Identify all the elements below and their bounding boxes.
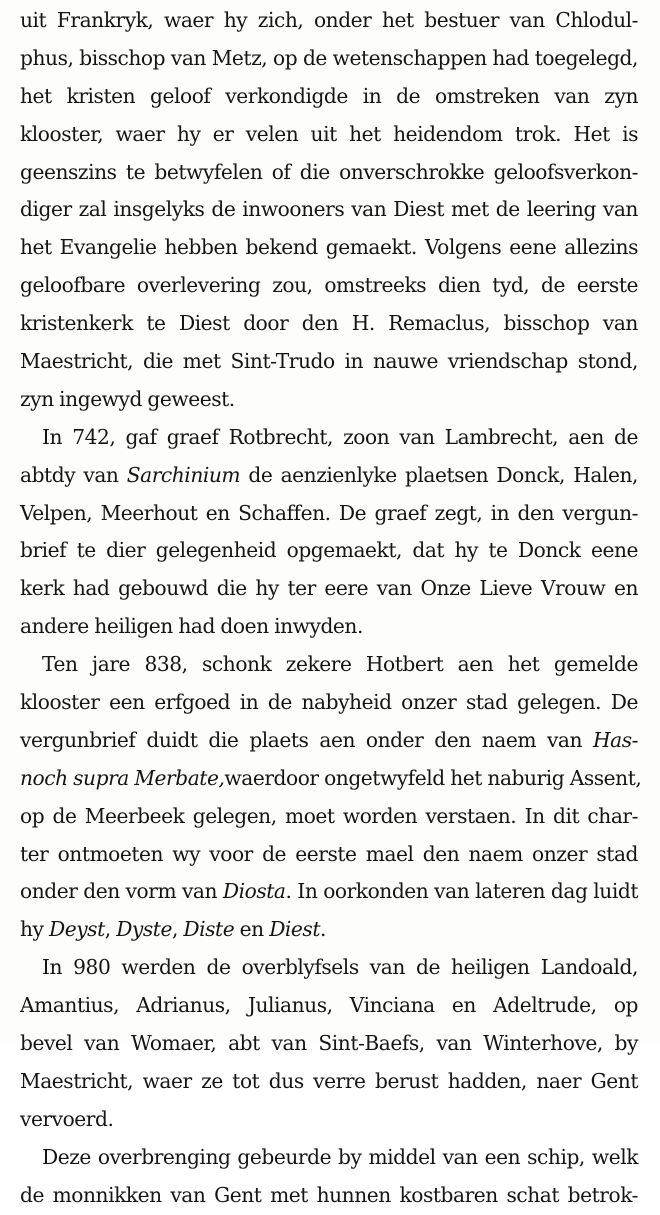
- text-run: klooster, waer hy er velen uit het heidendom trok. Het is: [20, 121, 638, 146]
- text-run: klooster een erfgoed in de nabyheid onzer stad gelegen. De: [20, 690, 638, 715]
- paragraph: [20, 419, 640, 646]
- text-run: Maestricht, waer ze tot dus verre berust hadden, naer Gent: [20, 1068, 638, 1093]
- text-run: ter ontmoeten wy voor de eerste mael den naem onzer stad: [20, 841, 638, 866]
- text-line: [20, 532, 638, 570]
- text-run: uit Frankryk, waer hy zich, onder het bestuer van Chlodul-: [20, 8, 638, 32]
- text-line: [20, 684, 638, 722]
- text-line: [20, 267, 638, 305]
- italic-text: Diest: [269, 917, 320, 942]
- italic-text: Deyst: [48, 917, 105, 942]
- italic-text: Diste: [183, 917, 235, 942]
- text-line: [20, 1101, 638, 1139]
- text-line: [20, 570, 638, 608]
- text-run: In 742, gaf graef Rotbrecht, zoon van Lambrecht, aen de: [42, 424, 638, 449]
- text-line: [20, 154, 638, 192]
- text-line: [20, 419, 638, 457]
- text-line: [20, 343, 638, 381]
- text-line: [20, 760, 642, 798]
- text-run: ,: [171, 917, 184, 942]
- text-line: [20, 229, 638, 267]
- text-run: .: [320, 917, 326, 942]
- italic-text: Has-: [592, 727, 638, 752]
- text-run: hy: [20, 917, 49, 942]
- text-run: op de Meerbeek gelegen, moet worden verstaen. In dit char-: [20, 803, 638, 828]
- text-run: In 980 werden de overblyfsels van de heiligen Landoald,: [42, 955, 638, 980]
- text-line: [20, 116, 638, 154]
- text-run: abtdy van: [20, 462, 127, 487]
- text-line: [20, 873, 638, 911]
- text-line: [20, 608, 638, 646]
- text-run: bevel van Womaer, abt van Sint-Baefs, van Winterhove, by: [20, 1031, 638, 1056]
- text-line: [20, 457, 638, 495]
- paragraph: [20, 2, 640, 419]
- text-run: waerdoor ongetwyfeld het naburig Assent,: [224, 765, 642, 790]
- text-run: Amantius, Adrianus, Julianus, Vinciana en Adeltrude, op: [20, 993, 638, 1018]
- italic-text: Dyste: [116, 917, 172, 942]
- text-line: [20, 1063, 638, 1101]
- text-line: [20, 305, 638, 343]
- italic-text: Diosta: [222, 879, 286, 904]
- text-run: ,: [104, 917, 117, 942]
- text-line: [20, 381, 638, 419]
- paragraph: [20, 646, 640, 949]
- text-run: de aenzienlyke plaetsen Donck, Halen,: [240, 462, 638, 487]
- text-run: brief te dier gelegenheid opgemaekt, dat hy te Donck eene: [20, 538, 638, 563]
- text-run: geenszins te betwyfelen of die onverschrokke geloofsverkon-: [20, 159, 638, 184]
- text-line: [20, 949, 638, 987]
- text-line: [20, 646, 638, 684]
- text-run: phus, bisschop van Metz, op de wetenschappen had toegelegd,: [20, 45, 638, 70]
- text-line: [20, 1025, 638, 1063]
- text-line: [20, 2, 638, 40]
- italic-text: noch supra Merbate,: [20, 765, 225, 790]
- text-run: andere heiligen had doen inwyden.: [20, 614, 363, 639]
- text-run: kerk had gebouwd die hy ter eere van Onze Lieve Vrouw en: [20, 576, 638, 601]
- text-line: [20, 987, 638, 1025]
- paragraph: [20, 1139, 640, 1215]
- text-run: en: [234, 917, 270, 942]
- text-run: Velpen, Meerhout en Schaffen. De graef zegt, in den vergun-: [20, 500, 638, 525]
- text-line: [20, 1177, 638, 1215]
- italic-text: Sarchinium: [126, 462, 241, 487]
- text-run: vergunbrief duidt die plaets aen onder den naem van: [20, 727, 593, 752]
- text-run: . In oorkonden van lateren dag luidt: [285, 879, 638, 904]
- text-line: [20, 78, 638, 116]
- paragraph: [20, 949, 640, 1138]
- text-line: [20, 911, 638, 949]
- text-run: de monnikken van Gent met hunnen kostbaren schat betrok-: [20, 1182, 638, 1207]
- text-line: [20, 191, 638, 229]
- text-line: [20, 722, 638, 760]
- text-run: diger zal insgelyks de inwooners van Diest met de leering van: [20, 197, 638, 222]
- text-run: zyn ingewyd geweest.: [20, 386, 235, 411]
- text-line: [20, 836, 638, 874]
- text-run: Deze overbrenging gebeurde by middel van een schip, welk: [42, 1144, 638, 1169]
- text-run: onder den vorm van: [20, 879, 223, 904]
- text-run: het Evangelie hebben bekend gemaekt. Volgens eene allezins: [20, 235, 638, 260]
- text-line: [20, 495, 638, 533]
- text-run: Maestricht, die met Sint-Trudo in nauwe vriendschap stond,: [20, 349, 638, 374]
- text-run: Ten jare 838, schonk zekere Hotbert aen het gemelde: [42, 652, 638, 677]
- body-text: [20, 2, 640, 1215]
- text-run: het kristen geloof verkondigde in de omstreken van zyn: [20, 83, 638, 108]
- text-line: [20, 798, 638, 836]
- text-run: kristenkerk te Diest door den H. Remaclus, bisschop van: [20, 311, 638, 336]
- text-run: geloofbare overlevering zou, omstreeks dien tyd, de eerste: [20, 273, 638, 298]
- text-line: [20, 1139, 638, 1177]
- text-run: vervoerd.: [20, 1106, 114, 1131]
- text-line: [20, 40, 638, 78]
